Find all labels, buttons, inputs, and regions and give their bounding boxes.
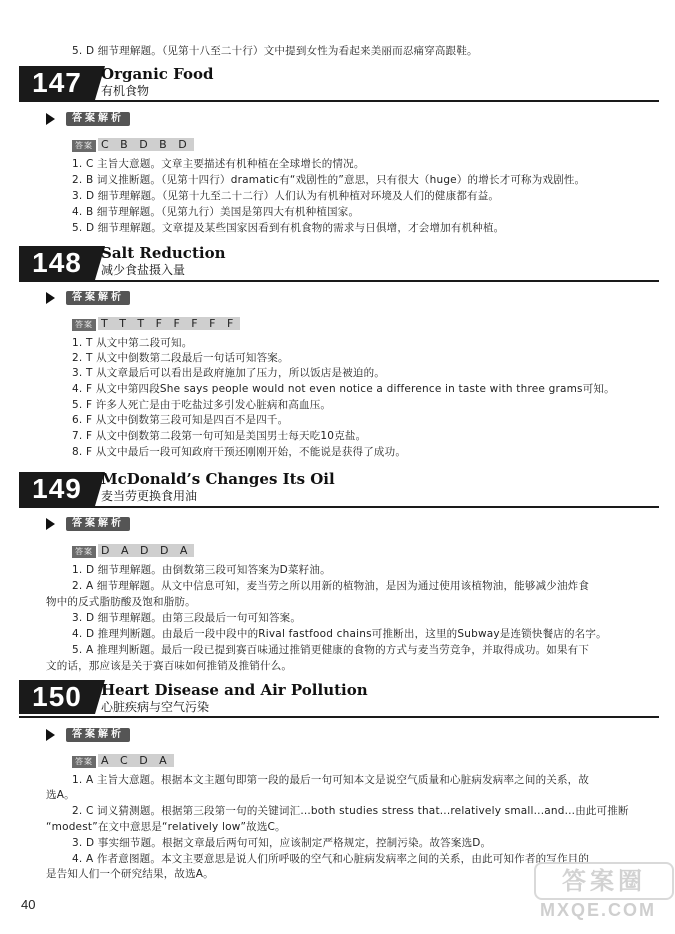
explanation-line: 3. D 事实细节题。根据文章最后两句可知，应该制定严格规定，控制污染。故答案选D。 [72,837,492,849]
explanation-line: 4. D 推理判断题。由最后一段中段中的Rival fastfood chains可推断出，这里的Subway是连锁快餐店的名字。 [72,628,607,640]
section-label: 答案解析 [66,291,130,305]
explanation-line: 1. D 细节理解题。由倒数第三段可知答案为D菜籽油。 [72,564,331,576]
explanation-line: 7. F 从文中倒数第二段第一句可知是美国男士每天吃10克盐。 [72,430,367,442]
explanation-line: 4. B 细节理解题。（见第九行）美国是第四大有机种植国家。 [72,206,360,218]
explanation-line: 5. D 细节理解题。文章提及某些国家因看到有机食物的需求与日俱增，才会增加有机种植。 [72,222,505,234]
unit-title: Organic Food [101,65,214,83]
explanation-line: 2. A 细节理解题。从文中信息可知，麦当劳之所以用新的植物油，是因为通过使用该植物油，能够减少油炸食 [72,580,590,592]
unit-number-badge: 147 [19,66,95,100]
answer-letters: D A D D A [98,544,194,557]
explanation-line: 文的话，那应该是关于赛百味如何推销及推销什么。 [46,660,293,672]
unit-subtitle: 有机食物 [101,84,150,98]
explanation-line: 1. C 主旨大意题。文章主要描述有机种植在全球增长的情况。 [72,158,365,170]
answer-key [72,317,240,331]
play-arrow-icon [46,729,55,741]
answer-key [72,754,174,768]
key-label: 答案 [72,140,96,152]
page-number: 40 [21,897,36,912]
explanation-line: 8. F 从文中最后一段可知政府干预还刚刚开始，不能说是获得了成功。 [72,446,407,458]
section-label: 答案解析 [66,517,130,531]
explanation-line: 5. F 许多人死亡是由于吃盐过多引发心脏病和高血压。 [72,399,332,411]
explanation-line: 5. A 推理判断题。最后一段已提到赛百味通过推销更健康的食物的方式与麦当劳竞争，并取得成功。如果有下 [72,644,590,656]
answer-key [72,544,194,558]
prev-unit-line: 5. D 细节理解题。（见第十八至二十行）文中提到女性为看起来美丽而忍痛穿高跟鞋。 [72,45,478,57]
explanation-line: 3. T 从文章最后可以看出是政府施加了压力，所以饭店是被迫的。 [72,367,386,379]
unit-divider [19,716,659,718]
unit-number-badge: 149 [19,472,95,506]
explanation-line: 1. T 从文中第二段可知。 [72,337,193,349]
explanation-line: 4. A 作者意图题。本文主要意思是说人们所呼吸的空气和心脏病发病率之间的关系，由此可知作者的写作目的 [72,853,590,865]
unit-divider [19,506,659,508]
unit-title: McDonald’s Changes Its Oil [101,470,335,488]
play-arrow-icon [46,518,55,530]
unit-divider [19,280,659,282]
unit-divider [19,100,659,102]
explanation-line: 是告知人们一个研究结果，故选A。 [46,868,214,880]
explanation-line: 1. A 主旨大意题。根据本文主题句即第一段的最后一句可知本文是说空气质量和心脏病发病率之间的关系，故 [72,774,590,786]
explanation-line: 2. B 词义推断题。（见第十四行）dramatic有“戏剧性的”意思，只有很大（huge）的增长才可称为戏剧性。 [72,174,586,186]
key-label: 答案 [72,756,96,768]
answer-letters: T T T F F F F F [98,317,240,330]
answer-letters: A C D A [98,754,174,767]
watermark-logo: 答案圈 [534,862,674,900]
explanation-line: 3. D 细节理解题。（见第十九至二十二行）人们认为有机种植对环境及人们的健康都有益。 [72,190,500,202]
explanation-line: 2. C 词义猜测题。根据第三段第一句的关键词汇...both studies stress that...relatively small...and...由此可推断 [72,805,629,817]
explanation-line: 选A。 [46,789,75,801]
key-label: 答案 [72,319,96,331]
unit-subtitle: 减少食盐摄入量 [101,263,186,277]
play-arrow-icon [46,292,55,304]
play-arrow-icon [46,113,55,125]
explanation-line: 4. F 从文中第四段She says people would not even notice a difference in taste with three grams可知。 [72,383,615,395]
explanation-line: 3. D 细节理解题。由第三段最后一句可知答案。 [72,612,302,624]
key-label: 答案 [72,546,96,558]
watermark-url: MXQE.COM [540,900,657,920]
explanation-line: 6. F 从文中倒数第三段可知是四百不是四千。 [72,414,289,426]
explanation-line: 物中的反式脂肪酸及饱和脂肪。 [46,596,196,608]
answer-letters: C B D B D [98,138,194,151]
unit-title: Heart Disease and Air Pollution [101,681,368,699]
unit-title: Salt Reduction [101,244,226,262]
explanation-line: 2. T 从文中倒数第二段最后一句话可知答案。 [72,352,289,364]
unit-number-badge: 150 [19,680,95,714]
unit-number-badge: 148 [19,246,95,280]
section-label: 答案解析 [66,728,130,742]
unit-subtitle: 心脏疾病与空气污染 [101,700,210,714]
explanation-line: “modest”在文中意思是“relatively low”故选C。 [46,821,286,833]
section-label: 答案解析 [66,112,130,126]
unit-subtitle: 麦当劳更换食用油 [101,489,198,503]
answer-key [72,138,194,152]
